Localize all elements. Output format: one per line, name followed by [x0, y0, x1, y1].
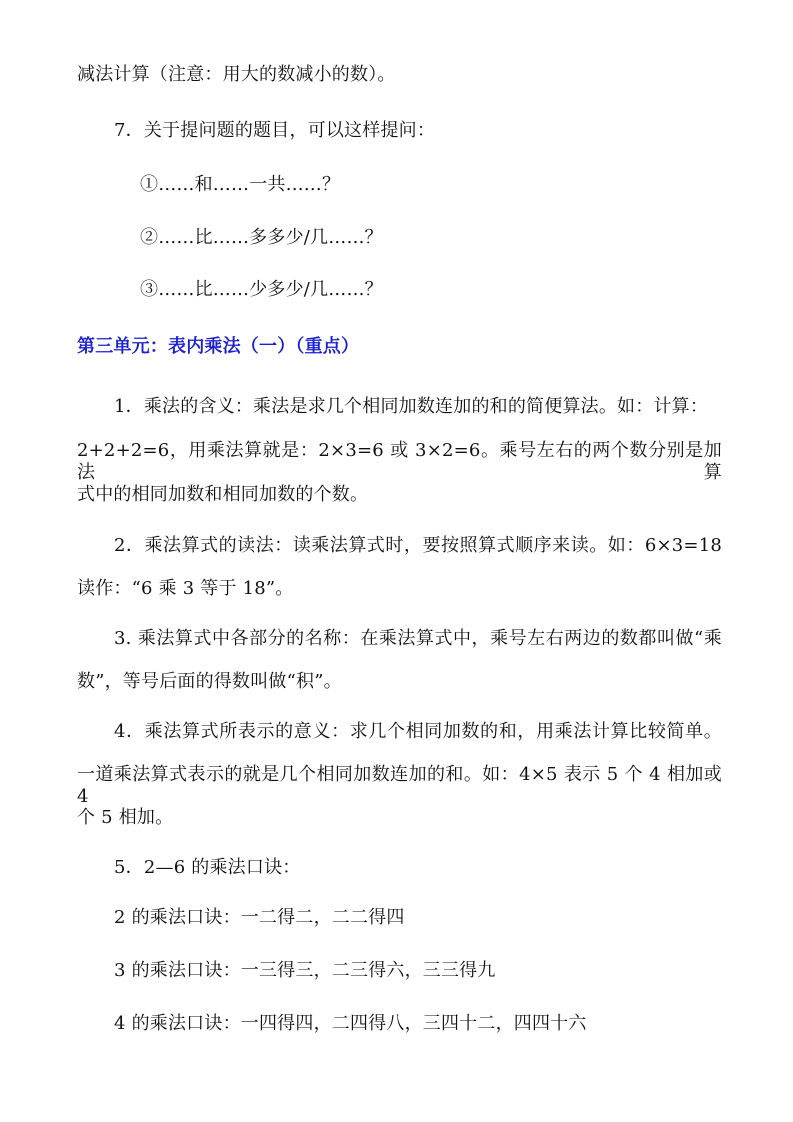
list-item-5: 5．2—6 的乘法口诀： — [114, 857, 301, 878]
paragraph-3-line-2: 数”，等号后面的得数叫做“积”。 — [77, 671, 342, 692]
section-heading: 第三单元：表内乘法（一）（重点） — [77, 336, 360, 357]
multiplication-rhyme-4: 4 的乘法口诀：一四得四，二四得八，三四十二，四四十六 — [114, 1013, 587, 1034]
paragraph-2-line-2: 读作：“6 乘 3 等于 18”。 — [77, 578, 294, 599]
paragraph-4-line-2: 一道乘法算式表示的就是几个相同加数连加的和。如：4×5 表示 5 个 4 相加或 4 — [77, 764, 722, 807]
paragraph-2-line-1: 2．乘法算式的读法：读乘法算式时，要按照算式顺序来读。如：6×3=18 — [114, 535, 722, 556]
question-pattern-2: ②……比……多多少/几……？ — [140, 227, 383, 248]
question-pattern-1: ①……和……一共……？ — [140, 174, 341, 195]
text-line: 减法计算（注意：用大的数减小的数）。 — [77, 64, 396, 85]
paragraph-3-line-1: 3. 乘法算式中各部分的名称：在乘法算式中，乘号左右两边的数都叫做“乘 — [114, 628, 722, 649]
list-item-7: 7．关于提问题的题目，可以这样提问： — [114, 120, 436, 141]
paragraph-4-line-1: 4．乘法算式所表示的意义：求几个相同加数的和，用乘法计算比较简单。 — [114, 721, 722, 742]
question-pattern-3: ③……比……少多少/几……？ — [140, 279, 383, 300]
paragraph-4-line-3: 个 5 相加。 — [77, 807, 174, 828]
paragraph-1-line-1: 1．乘法的含义：乘法是求几个相同加数连加的和的简便算法。如：计算： — [114, 396, 709, 417]
multiplication-rhyme-3: 3 的乘法口诀：一三得三，二三得六，三三得九 — [114, 960, 496, 981]
paragraph-1-line-3: 式中的相同加数和相同加数的个数。 — [77, 484, 369, 505]
multiplication-rhyme-2: 2 的乘法口诀：一二得二，二二得四 — [114, 907, 405, 928]
paragraph-1-line-2: 2+2+2=6，用乘法算就是：2×3=6 或 3×2=6。乘号左右的两个数分别是加法算 — [77, 440, 722, 483]
